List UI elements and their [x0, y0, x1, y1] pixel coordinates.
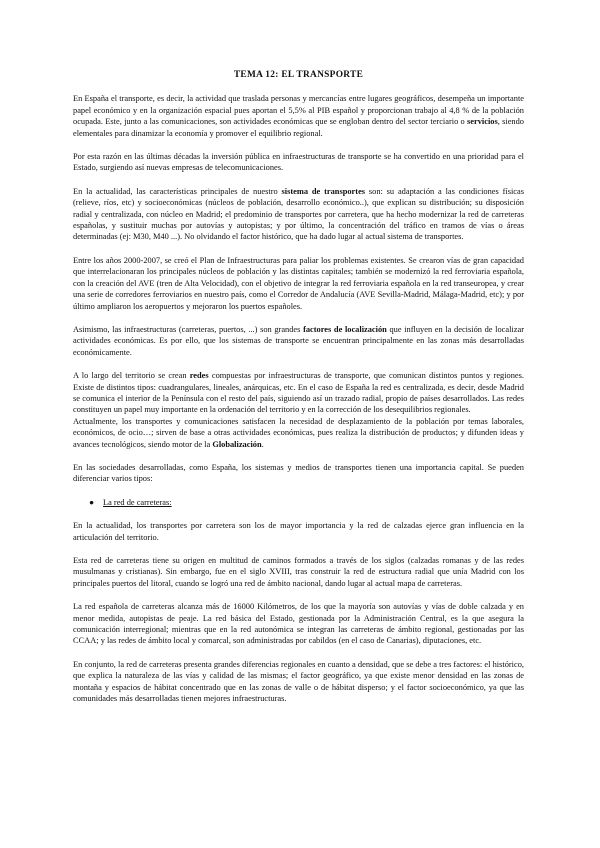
paragraph-plan: Entre los años 2000-2007, se creó el Plan de Infraestructuras para paliar los problemas existentes. Se crearon vías de gran capacidad que interrelacionaran los principales núcleos de población y las distintas capitales; también se modernizó la red ferroviaria española, con la creación del AVE (tren de Alta Velocidad), con el objetivo de integrar la red ferroviaria española en la red transeuropea, y crear una serie de corredores ferroviarios en nuestro país, como el Corredor de Andalucía (AVE Sevilla-Madrid, Málaga-Madrid, etc); y por último ampliaron los aeropuertos y mejoraron los puertos españoles.: [73, 255, 524, 311]
text-run: .: [261, 439, 264, 449]
text-run: A lo largo del territorio se crean: [73, 371, 190, 381]
paragraph-inversion: Por esta razón en las últimas décadas la inversión pública en infraestructuras de transporte se ha convertido en una prioridad para el Estado, surgiendo así nuevas empresas de telecomunicaciones.: [73, 152, 524, 173]
paragraph-localizacion: [73, 324, 524, 358]
paragraph-carreteras-actualidad: En la actualidad, los transportes por carretera son los de mayor importancia y la red de calzadas ejerce gran influencia en la articulación del territorio.: [73, 521, 524, 542]
bullet-label: La red de carreteras:: [103, 497, 172, 507]
paragraph-sistema: [73, 186, 524, 243]
bold-term-sistema-transportes: sistema de transportes: [281, 186, 366, 196]
text-run: , siendo elementales para dinamizar la economía y promover el equilibrio regional.: [73, 117, 524, 138]
bold-term-redes: redes: [189, 371, 209, 381]
paragraph-actualmente: [73, 416, 524, 450]
bold-term-factores-localizacion: factores de localización: [303, 324, 387, 334]
paragraph-carreteras-origen: Esta red de carreteras tiene su origen en multitud de caminos formados a través de los siglos (calzadas romanas y de las redes musulmanas y cristianas). Sin embargo, fue en el siglo XVIII, tras construir la red de estructura radial que unía Madrid con los principales puertos del litoral, cuando se logró una red de ámbito nacional, dando lugar al actual mapa de carreteras.: [73, 556, 524, 588]
bullet-item-carreteras: [89, 497, 524, 508]
text-run: que influyen en la decisión de localizar actividades económicas. Es por ello, que los sistemas de transporte se encuentran principalmente en las zonas más desarrolladas económicamente.: [73, 324, 524, 357]
paragraph-intro: [73, 93, 524, 139]
text-run: compuestas por infraestructuras de transporte, que comunican distintos puntos y regiones. Existe de distintos tipos: cuadrangulares, lineales, anárquicas, etc. En el caso de España la red es centralizada, es decir, desde Madrid se comunica el interior de la Península con el resto del país, siguiendo así un trazado radial, propio de países desarrollados. Las redes constituyen un papel muy importante en la ordenación del territorio y en la corrección de los desequilibrios regionales.: [73, 371, 524, 415]
text-run: En la actualidad, las características principales de nuestro: [73, 186, 282, 196]
text-run: En España el transporte, es decir, la actividad que traslada personas y mercancías entre lugares geográficos, desempeña un importante papel económico y en la organización espacial pues aportan el 5,5% al PIB español y proporcionan trabajo al 4,8 % de la población ocupada. Este, junto a las comunicaciones, son actividades económicas que se engloban dentro del sector terciario o: [73, 94, 524, 127]
paragraph-redes: [73, 370, 524, 416]
text-run: son: su adaptación a las condiciones físicas (relieve, ríos, etc) y socioeconómicas (núcleos de población, desarrollo económico..), que explican su distribución; su disposición radial y centralizada, con núcleo en Madrid; el predominio de transportes por carretera, que ha hecho modernizar la red de carreteras españolas, y sustituir muchas por autovías y autopistas; y por último, la concentración del tráfico en tramos de vías o áreas determinadas (ej: M30, M40 ...). No olvidando el factor histórico, que ha dado lugar al actual sistema de transportes.: [73, 186, 524, 242]
paragraph-carreteras-red: La red española de carreteras alcanza más de 16000 Kilómetros, de los que la mayoría son autovías y vías de doble calzada y en menor medida, autopistas de peaje. La red básica del Estado, gestionada por la Administración Central, es la que asegura la comunicación interregional; mientras que en la red autonómica se integran las carreteras de ámbito regional, gestionadas por las CCAA; y las redes de ámbito local y comarcal, son administradas por cabildos (en el caso de Canarias), diputaciones, etc.: [73, 602, 524, 646]
paragraph-tipos: En las sociedades desarrolladas, como España, los sistemas y medios de transportes tienen una importancia capital. Se pueden diferenciar varios tipos:: [73, 462, 524, 484]
text-run: Asimismo, las infraestructuras (carreteras, puertos, ...) son grandes: [73, 324, 304, 334]
text-run: Actualmente, los transportes y comunicaciones satisfacen la necesidad de desplazamiento de la población por temas laborales, económicos, de ocio…; sirven de base a otras actividades económicas, pues realiza la distribución de productos; y difunden ideas y avances tecnológicos, siendo motor de la: [73, 416, 524, 449]
paragraph-carreteras-conjunto: En conjunto, la red de carreteras presenta grandes diferencias regionales en cuanto a densidad, que se debe a tres factores: el histórico, que explica la naturaleza de las vías y calidad de las mismas; el factor geográfico, ya que existe menor densidad en las zonas de montaña y espacios de hábitat concentrado que en las zonas de valle o de hábitat disperso; y el factor socioeconómico, ya que las comunidades más desarrolladas tienen mejores infraestructuras.: [73, 659, 524, 704]
bold-term-globalizacion: Globalización: [212, 439, 262, 449]
bold-term-servicios: servicios: [467, 117, 498, 127]
page-title: TEMA 12: EL TRANSPORTE: [233, 70, 364, 80]
bullet-dot-icon: ●: [89, 497, 95, 507]
